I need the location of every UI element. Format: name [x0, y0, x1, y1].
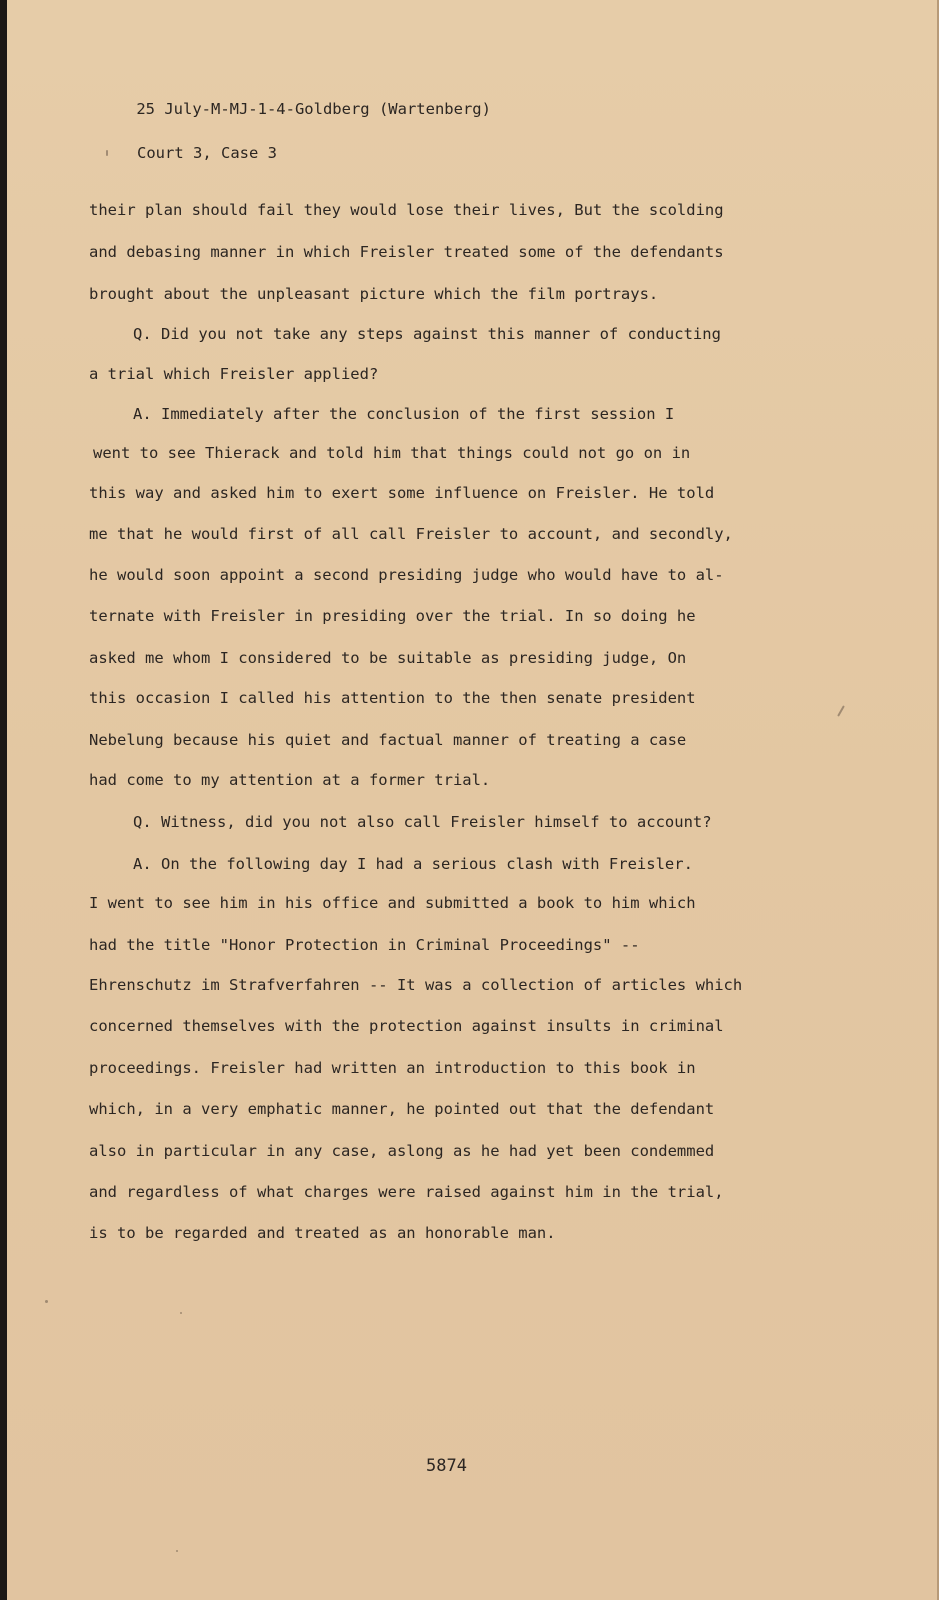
text-line: ternate with Freisler in presiding over the trial. In so doing he: [89, 607, 696, 625]
header-case-reference: 25 July-M-MJ-1-4-Goldberg (Wartenberg): [136, 100, 491, 118]
text-line: and regardless of what charges were raised against him in the trial,: [89, 1183, 724, 1201]
scan-speck: [180, 1312, 182, 1314]
text-line-question: Q. Did you not take any steps against this manner of conducting: [133, 325, 721, 343]
text-line: which, in a very emphatic manner, he pointed out that the defendant: [89, 1100, 715, 1118]
text-line: Nebelung because his quiet and factual manner of treating a case: [89, 731, 687, 749]
text-line: proceedings. Freisler had written an introduction to this book in: [89, 1059, 696, 1077]
text-line-answer: A. Immediately after the conclusion of the first session I: [133, 405, 675, 423]
text-line: and debasing manner in which Freisler treated some of the defendants: [89, 243, 724, 261]
text-line: had come to my attention at a former trial.: [89, 771, 491, 789]
text-line: went to see Thierack and told him that things could not go on in: [93, 444, 691, 462]
text-line: this way and asked him to exert some influence on Freisler. He told: [89, 484, 715, 502]
text-line: asked me whom I considered to be suitable as presiding judge, On: [89, 649, 687, 667]
text-line: their plan should fail they would lose their lives, But the scolding: [89, 201, 724, 219]
text-line: he would soon appoint a second presiding judge who would have to al-: [89, 566, 724, 584]
text-line: this occasion I called his attention to the then senate president: [89, 689, 696, 707]
page-number: 5874: [426, 1456, 467, 1476]
scan-speck: [106, 150, 108, 156]
scan-speck: [45, 1300, 48, 1303]
text-line: brought about the unpleasant picture which the film portrays.: [89, 285, 659, 303]
text-line: is to be regarded and treated as an honorable man.: [89, 1224, 556, 1242]
document-header: [99, 76, 491, 208]
text-line-answer: A. On the following day I had a serious clash with Freisler.: [133, 855, 693, 873]
text-line: a trial which Freisler applied?: [89, 365, 379, 383]
text-line: had the title "Honor Protection in Criminal Proceedings" --: [89, 936, 640, 954]
text-line-question: Q. Witness, did you not also call Freisler himself to account?: [133, 813, 712, 831]
header-court-case: Court 3, Case 3: [137, 144, 277, 162]
text-line: me that he would first of all call Freisler to account, and secondly,: [89, 525, 733, 543]
scan-left-edge: [0, 0, 7, 1600]
text-line: Ehrenschutz im Strafverfahren -- It was a collection of articles which: [89, 976, 743, 994]
text-line: concerned themselves with the protection against insults in criminal: [89, 1017, 724, 1035]
scan-speck: [837, 705, 845, 716]
text-line: I went to see him in his office and submitted a book to him which: [89, 894, 696, 912]
scan-speck: [176, 1550, 178, 1552]
text-line: also in particular in any case, aslong as he had yet been condemmed: [89, 1142, 715, 1160]
